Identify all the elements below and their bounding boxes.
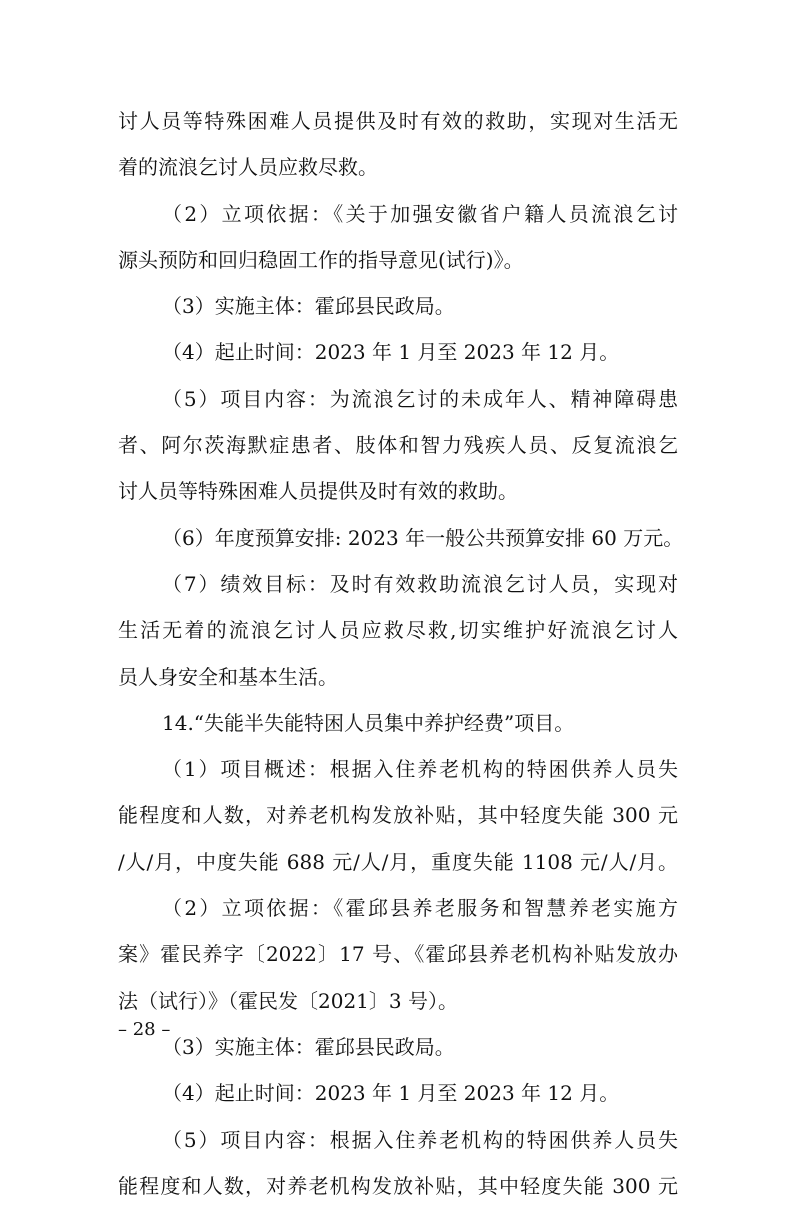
text-line: （5）项目内容：为流浪乞讨的未成年人、精神障碍患 — [162, 386, 678, 411]
text-line: （6）年度预算安排: 2023 年一般公共预算安排 60 万元。 — [162, 525, 684, 550]
text-line: （2）立项依据：《关于加强安徽省户籍人员流浪乞讨 — [162, 201, 678, 226]
text-line: 着的流浪乞讨人员应救尽救。 — [118, 155, 378, 180]
text-line: 能程度和人数，对养老机构发放补贴，其中轻度失能 300 元 — [118, 1173, 678, 1198]
text-line: 员人身安全和基本生活。 — [118, 664, 338, 689]
text-line: 者、阿尔茨海默症患者、肢体和智力残疾人员、反复流浪乞 — [118, 433, 678, 458]
text-line: （5）项目内容：根据入住养老机构的特困供养人员失 — [162, 1127, 678, 1152]
text-line: （7）绩效目标：及时有效救助流浪乞讨人员，实现对 — [162, 571, 678, 596]
text-line: /人/月，中度失能 688 元/人/月，重度失能 1108 元/人/月。 — [118, 849, 678, 874]
text-line: （3）实施主体：霍邱县民政局。 — [162, 1034, 455, 1059]
page-number: – 28 – — [118, 1019, 171, 1040]
text-line: 法（试行）》（霍民发〔2021〕3 号）。 — [118, 988, 458, 1013]
text-line: 案》霍民养字〔2022〕17 号、《霍邱县养老机构补贴发放办 — [118, 942, 678, 967]
page-body — [118, 98, 684, 1209]
text-line: （3）实施主体：霍邱县民政局。 — [162, 294, 455, 319]
text-line: 讨人员等特殊困难人员提供及时有效的救助，实现对生活无 — [118, 109, 678, 133]
section-heading: 14.“失能半失能特困人员集中养护经费”项目。 — [162, 710, 575, 735]
text-line: 能程度和人数，对养老机构发放补贴，其中轻度失能 300 元 — [118, 803, 678, 828]
text-line: （1）项目概述：根据入住养老机构的特困供养人员失 — [162, 757, 678, 782]
text-line: 讨人员等特殊困难人员提供及时有效的救助。 — [118, 479, 518, 504]
text-line: （2）立项依据：《霍邱县养老服务和智慧养老实施方 — [162, 896, 678, 921]
text-line: 生活无着的流浪乞讨人员应救尽救,切实维护好流浪乞讨人 — [118, 618, 678, 643]
text-line: 源头预防和回归稳固工作的指导意见(试行)》。 — [118, 247, 524, 272]
text-line: （4）起止时间：2023 年 1 月至 2023 年 12 月。 — [162, 340, 620, 365]
text-line: （4）起止时间：2023 年 1 月至 2023 年 12 月。 — [162, 1081, 620, 1106]
